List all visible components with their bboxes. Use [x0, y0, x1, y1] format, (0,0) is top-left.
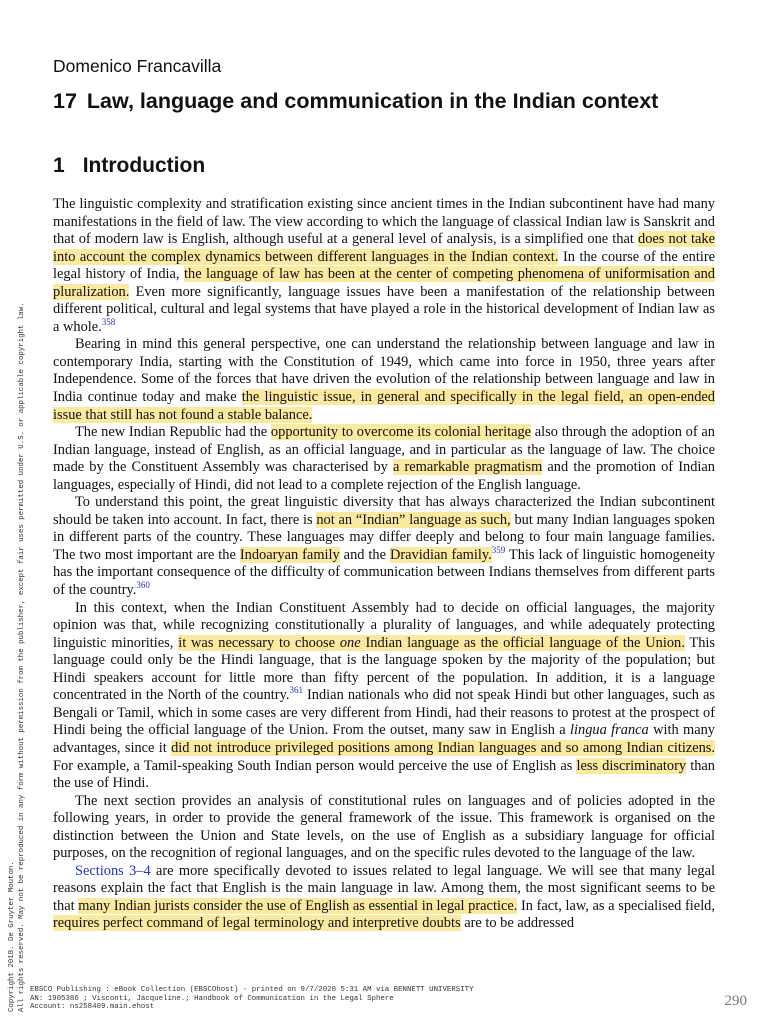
- highlight[interactable]: less discriminatory: [576, 757, 687, 774]
- copyright-line: Copyright 2018. De Gruyter Mouton.: [8, 861, 16, 1012]
- text-run: In the course of the entire legal history of India,: [53, 248, 716, 283]
- cross-reference-link[interactable]: Sections 3–4: [75, 862, 151, 879]
- highlight[interactable]: does not take into account the complex dynamics between different languages in the Indian context.: [53, 231, 715, 265]
- text-run: are more specifically devoted to issues related to legal language. We will see that many legal reasons explain the fact that English is the main language in law. Among them, the most significant seems to be that: [53, 862, 715, 914]
- paragraph: [53, 793, 715, 863]
- text-run: than the use of Hindi.: [53, 757, 715, 792]
- chapter-title: [53, 89, 658, 114]
- section-title: Introduction: [82, 154, 206, 177]
- author-name: Domenico Francavilla: [53, 56, 222, 76]
- paragraph: [53, 424, 715, 494]
- highlight[interactable]: not an “Indian” language as such,: [316, 511, 511, 528]
- highlight[interactable]: did not introduce privileged positions among Indian languages and so among Indian citizens.: [171, 739, 715, 756]
- paragraph: [53, 336, 715, 424]
- highlight[interactable]: Dravidian family.: [389, 546, 492, 563]
- emphasis: one: [339, 634, 361, 651]
- text-run: and the: [339, 546, 390, 563]
- highlight[interactable]: [178, 635, 685, 651]
- text-run: and the promotion of Indian languages, especially of Hindi, did not lead to a complete rejection of the English language.: [53, 459, 715, 493]
- text-run: Indian nationals who did not speak Hindi but other languages, such as Bengali or Tamil, which in some cases are very different from Hindi, had their reasons to protest at the prospect of Hindi being the official language of the Union. From the outset, many saw in English a: [53, 687, 715, 739]
- highlight[interactable]: many Indian jurists consider the use of English as essential in legal practice.: [78, 897, 518, 914]
- copyright-line: All rights reserved. May not be reproduced in any form without permission from the publisher, except fair uses permitted under U.S. or applicable copyright law.: [17, 302, 26, 1012]
- footer-line: EBSCO Publishing : eBook Collection (EBSCOhost) - printed on 9/7/2020 5:31 AM via BENNETT UNIVERSITY: [30, 986, 474, 994]
- text-run: The linguistic complexity and stratification existing since ancient times in the Indian subcontinent have had many manifestations in the field of law. The view according to which the language of classical Indian law is Sanskrit and that of modern law is English, although useful at a general level of analysis, is a simplified one that: [53, 196, 715, 248]
- text-run: This language could only be the Hindi language, that is the language spoken by the majority of the population; but Hindi speakers account for little more than fifty percent of the population. In addition, it is a language concentrated in the North of the country.: [53, 634, 716, 704]
- text-run: it was necessary to choose: [178, 634, 340, 651]
- paragraph: [53, 600, 715, 793]
- paragraph: [53, 196, 715, 336]
- text-run: Indian language as the official language of the Union.: [360, 634, 685, 651]
- copyright-notice: [8, 252, 27, 1012]
- highlight[interactable]: opportunity to overcome its colonial heritage: [270, 424, 532, 441]
- text-run: In this context, when the Indian Constituent Assembly had to decide on official languages, the majority opinion was that, while recognizing constitutionally a plurality of languages, and while adequately protecting linguistic minorities,: [53, 599, 715, 651]
- footnote-ref[interactable]: 361: [289, 685, 303, 696]
- footer-line: Account: ns258409.main.ehost: [30, 1003, 155, 1012]
- chapter-number: 17: [53, 89, 77, 113]
- text-run: In fact, law, as a specialised field,: [517, 897, 715, 914]
- text-run: Even more significantly, language issues have been a manifestation of the relationship between different political, cultural and legal systems that have played a role in the historical development of Indian law as a whole.: [53, 283, 715, 335]
- highlight[interactable]: a remarkable pragmatism: [392, 459, 543, 476]
- text-run: are to be addressed: [460, 915, 575, 932]
- body-text: [53, 196, 715, 933]
- page-number: 290: [724, 993, 747, 1009]
- chapter-title-text: Law, language and communication in the Indian context: [86, 89, 659, 113]
- highlight[interactable]: the language of law has been at the center of competing phenomena of uniformisation and pluralization.: [53, 266, 715, 300]
- ebsco-footer: [30, 986, 474, 1012]
- section-heading: [53, 154, 205, 178]
- text-run: The new Indian Republic had the: [75, 424, 271, 441]
- text-run: but many Indian languages spoken in different parts of the country. These languages may differ deeply and belong to four main language families. The two most important are the: [53, 511, 715, 563]
- footer-line: AN: 1905386 ; Visconti, Jacqueline.; Handbook of Communication in the Legal Sphere: [30, 994, 394, 1003]
- footnote-ref[interactable]: 358: [101, 317, 116, 328]
- footnote-ref[interactable]: 360: [136, 580, 150, 591]
- paragraph: [53, 863, 715, 933]
- highlight[interactable]: Indoaryan family: [239, 546, 340, 563]
- emphasis: lingua franca: [570, 722, 649, 739]
- text-run: For example, a Tamil-speaking South Indian person would perceive the use of English as: [53, 757, 577, 774]
- text-run: The next section provides an analysis of constitutional rules on languages and of policies adopted in the following years, in order to provide the general framework of the issue. This framework is organised on the distinction between the Union and State levels, on the use of English as a subsidiary language for official purposes, on the recognition of regional languages, and on the specific rules devoted to the language of the law.: [53, 792, 715, 862]
- paragraph: [53, 494, 715, 599]
- text-run: This lack of linguistic homogeneity has the important consequence of the difficulty of communication between Indians themselves from different parts of the country.: [53, 546, 716, 599]
- footnote-ref[interactable]: 359: [491, 545, 506, 556]
- highlight[interactable]: the linguistic issue, in general and specifically in the legal field, an open-ended issue that still has not found a stable balance.: [53, 389, 715, 423]
- text-run: Bearing in mind this general perspective, one can understand the relationship between language and law in contemporary India, starting with the Constitution of 1949, which came into force in 1950, three years after Independence. Some of the forces that have driven the evolution of the relationship between language and law in India continue today and make: [53, 336, 715, 406]
- section-number: 1: [53, 154, 65, 177]
- text-run: also through the adoption of an Indian language, instead of English, as an official language, and in particular as the language of law. The choice made by the Constituent Assembly was characterised by: [53, 424, 715, 476]
- text-run: with many advantages, since it: [53, 722, 715, 756]
- highlight[interactable]: requires perfect command of legal terminology and interpretive doubts: [53, 915, 461, 932]
- text-run: To understand this point, the great linguistic diversity that has always characterized the Indian subcontinent should be taken into account. In fact, there is: [53, 494, 715, 528]
